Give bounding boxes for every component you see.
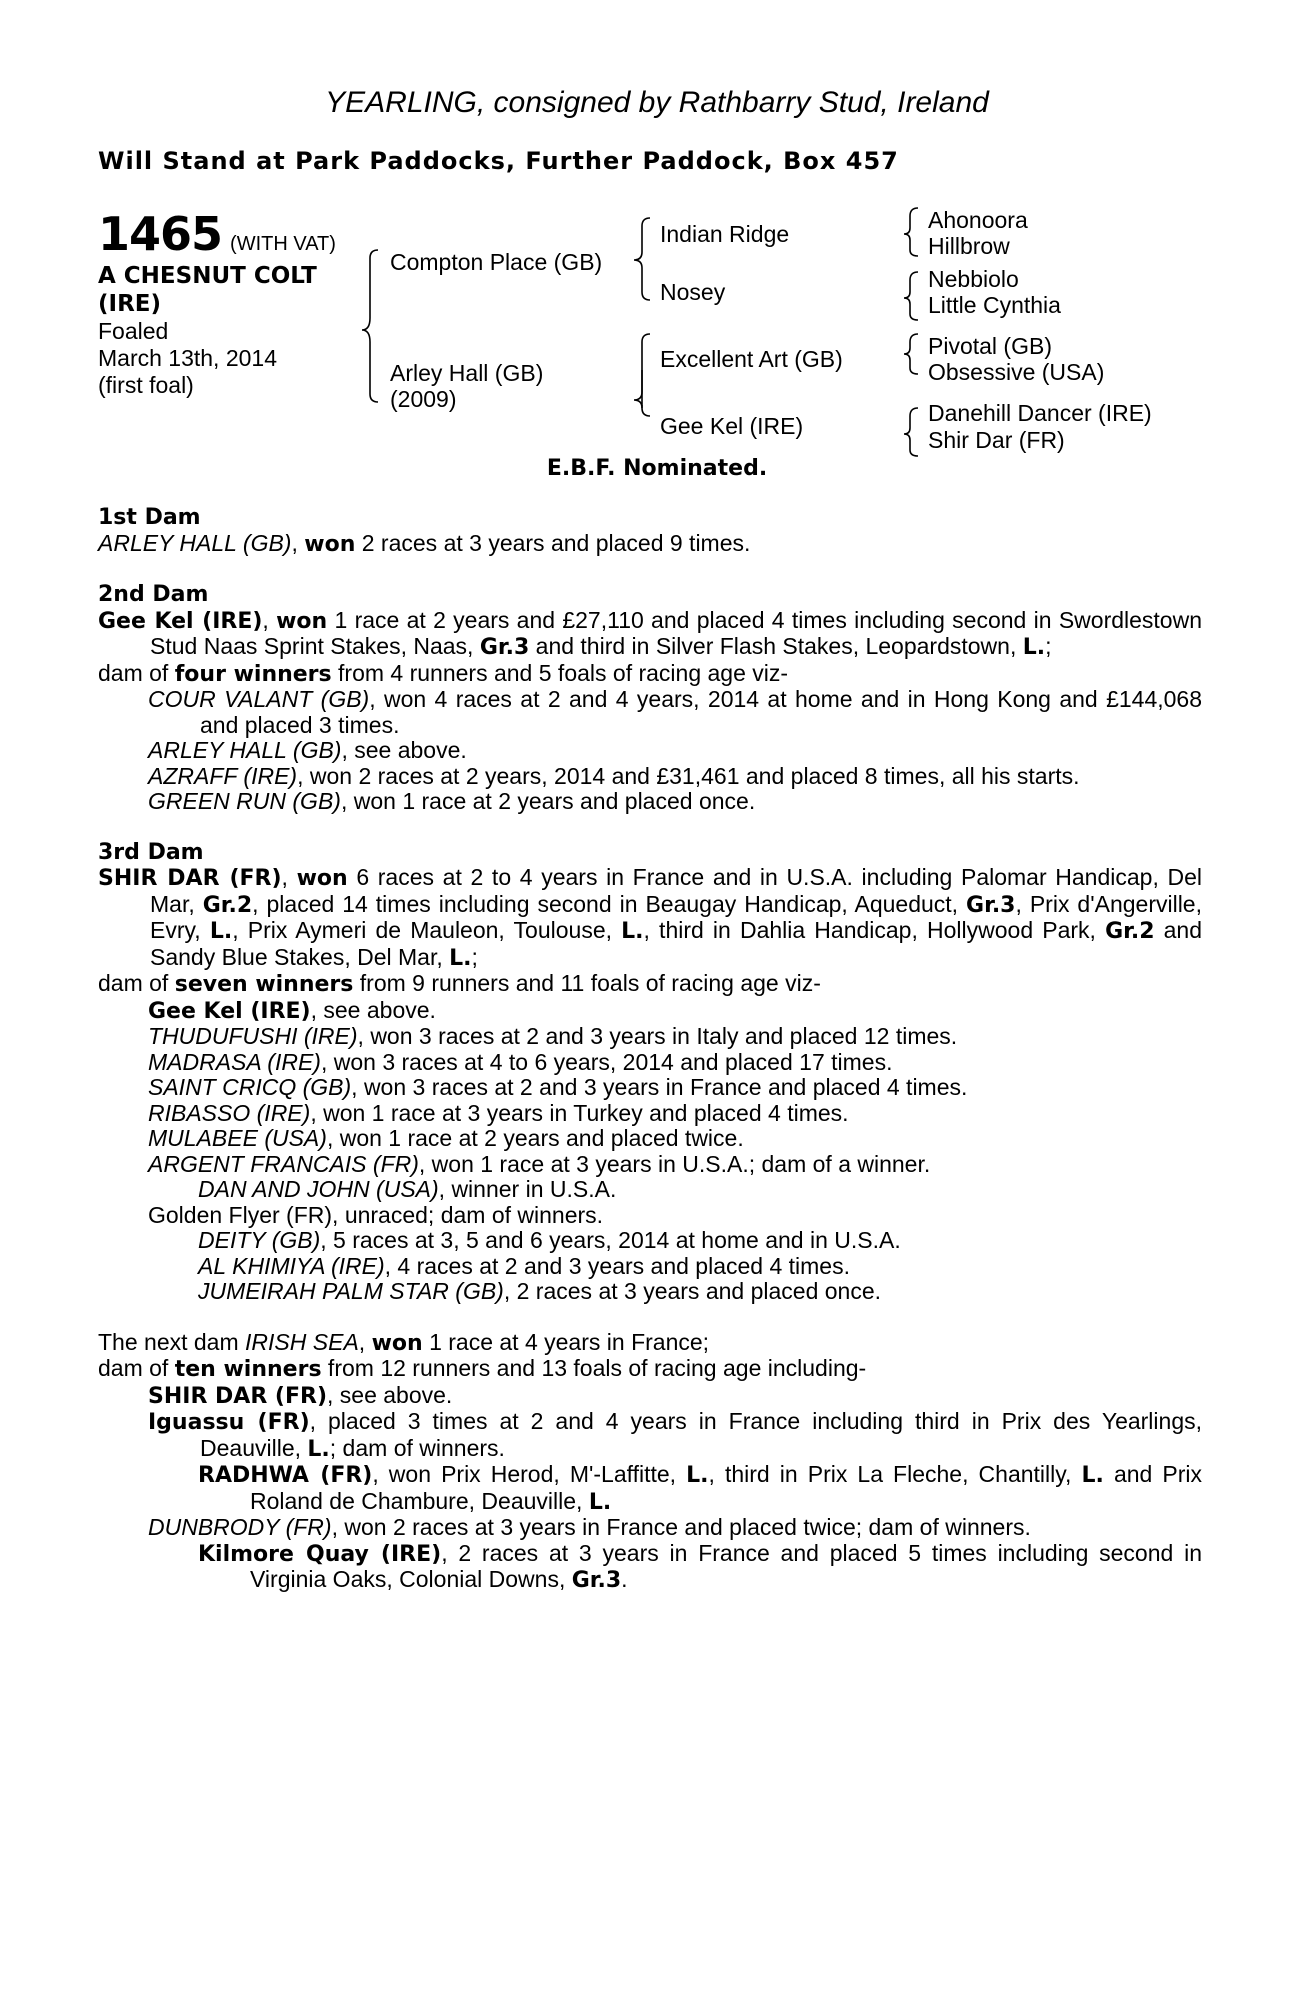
dam-of-winners: four winners <box>174 661 332 687</box>
list-item <box>98 1254 1202 1280</box>
ahonoora-bracket <box>904 208 918 256</box>
second-dam-text1: 1 race at 2 years and £27,110 and placed 4 times including second in Swordlestown Stud Naas Sprint Stakes, Naas, <box>150 606 1202 659</box>
listed-badge: L. <box>588 1489 612 1515</box>
first-dam-won: won <box>304 531 356 557</box>
progeny-text: , won 1 race at 2 years and placed twice. <box>326 1125 744 1151</box>
progeny-name: ARGENT FRANCAIS (FR) <box>148 1150 419 1177</box>
progeny-text: , won 1 race at 3 years in U.S.A.; dam of a winner. <box>418 1150 931 1177</box>
pedigree-sds: Nebbiolo <box>928 266 1019 292</box>
progeny-text: , 5 races at 3, 5 and 6 years, 2014 at home and in U.S.A. <box>320 1227 901 1253</box>
dam-of-post: from 9 runners and 11 foals of racing age viz- <box>353 970 821 996</box>
list-item <box>98 1383 1202 1410</box>
third-dam-won: won <box>296 866 348 891</box>
first-dam-name: ARLEY HALL (GB) <box>98 529 292 556</box>
next-dam-section <box>98 1330 1202 1594</box>
second-dam-listed: L. <box>1022 635 1046 660</box>
ebf-nominated: E.B.F. Nominated. <box>546 456 768 481</box>
third-dam-section <box>98 840 1202 1305</box>
list-item <box>98 1024 1202 1050</box>
progeny-text: , third in Prix La Fleche, Chantilly, <box>708 1461 1082 1487</box>
vat-note: (WITH VAT) <box>230 233 336 255</box>
list-item <box>98 1177 1202 1203</box>
progeny-text: . <box>621 1566 628 1592</box>
foal-note: (first foal) <box>98 372 194 398</box>
list-item <box>98 687 1202 738</box>
pedigree-dds: Danehill Dancer (IRE) <box>928 400 1152 426</box>
pedigree-ssd: Hillbrow <box>928 233 1010 259</box>
progeny-text: , won 3 races at 4 to 6 years, 2014 and placed 17 times. <box>320 1048 893 1075</box>
pedigree-ds: Excellent Art (GB) <box>660 346 843 372</box>
third-dam-t2: , placed 14 times including second in Beaugay Handicap, Aqueduct, <box>252 890 967 917</box>
list-item <box>98 1279 1202 1305</box>
page-title: YEARLING, consigned by Rathbarry Stud, Ireland <box>325 86 989 119</box>
dam-of-winners: ten winners <box>174 1357 322 1382</box>
third-dam-name: SHIR DAR (FR) <box>98 866 282 891</box>
dam-of-pre: dam of <box>98 1355 175 1381</box>
listed-badge: L. <box>1081 1463 1104 1488</box>
pedigree-sdd: Little Cynthia <box>928 292 1061 318</box>
dam-of-winners: seven winners <box>174 972 354 997</box>
progeny-text: , 2 races at 3 years and placed once. <box>503 1278 882 1304</box>
first-dam-heading: 1st Dam <box>98 505 201 530</box>
list-item <box>98 764 1202 790</box>
progeny-text: , won 2 races at 2 years, 2014 and £31,461 and placed 8 times, all his starts. <box>297 762 1080 789</box>
pedigree-dd: Gee Kel (IRE) <box>660 413 804 439</box>
progeny-text: , won 3 races at 2 and 3 years in France and placed 4 times. <box>351 1074 968 1100</box>
third-dam-t5: , third in Dahlia Handicap, Hollywood Park, <box>643 917 1106 943</box>
progeny-name: COUR VALANT (GB) <box>148 686 370 712</box>
progeny-name: ARLEY HALL (GB) <box>148 737 342 763</box>
progeny-text: , see above. <box>341 737 467 763</box>
next-dam-text: 1 race at 4 years in France; <box>422 1328 710 1355</box>
horse-name-line1: A CHESNUT COLT <box>98 263 317 289</box>
progeny-name: MADRASA (IRE) <box>148 1048 321 1075</box>
pedigree-ddd: Shir Dar (FR) <box>928 427 1065 453</box>
catalogue-body <box>98 505 1202 1619</box>
second-dam-won: won <box>276 608 328 634</box>
lot-number: 1465 <box>98 207 223 261</box>
second-dam-record: Gee Kel (IRE), won 1 race at 2 years and £27,110 and placed 4 times including second in Swordlestown Stud Naas Sprint Stakes, Naas, Gr.3 and third in Silver Flash Stakes, Leopardstown, L.; <box>98 606 1202 660</box>
listed-badge: L. <box>307 1436 330 1462</box>
progeny-name: DAN AND JOHN (USA) <box>198 1176 439 1202</box>
progeny-text: and Prix Roland de Chambure, Deauville, <box>250 1461 1202 1514</box>
progeny-text: , won 3 races at 2 and 3 years in Italy and placed 12 times. <box>357 1023 958 1049</box>
list-item <box>98 1203 1202 1229</box>
dam-of-post: from 12 runners and 13 foals of racing age including- <box>321 1355 867 1381</box>
progeny-name: JUMEIRAH PALM STAR (GB) <box>198 1278 504 1304</box>
third-dam-t6: and Sandy Blue Stakes, Del Mar, <box>150 917 1203 970</box>
first-dam-text: 2 races at 3 years and placed 9 times. <box>355 529 751 556</box>
next-dam-won: won <box>371 1330 423 1356</box>
progeny-text: , 2 races at 3 years in France and placed 5 times including second in Virginia Oaks, Colonial Downs, <box>250 1539 1202 1592</box>
horse-name-line2: (IRE) <box>98 291 162 317</box>
list-item <box>98 1152 1202 1178</box>
third-dam-b6: L. <box>449 945 472 971</box>
progeny-text: , 4 races at 2 and 3 years and placed 4 times. <box>384 1252 850 1279</box>
next-dam-record: The next dam IRISH SEA, won 1 race at 4 years in France; <box>98 1328 710 1356</box>
second-dam-section <box>98 582 1202 815</box>
third-dam-b2: Gr.3 <box>966 892 1016 918</box>
third-dam-record: SHIR DAR (FR), won 6 races at 2 to 4 years in France and in U.S.A. including Palomar Handicap, Del Mar, Gr.2, placed 14 times including second in Beaugay Handicap, Aqueduct, Gr.3, Prix d'Angerville, Evry, L., Prix Aymeri de Mauleon, Toulouse, L., third in Dahlia Handicap, Hollywood Park, Gr.2 and Sandy Blue Stakes, Del Mar, L.; <box>98 864 1203 971</box>
first-dam-section <box>98 505 1202 557</box>
progeny-text: , won 2 races at 3 years in France and placed twice; dam of winners. <box>331 1514 1031 1540</box>
second-dam-text3: ; <box>1045 633 1052 659</box>
list-item <box>98 789 1202 815</box>
progeny-text: , won Prix Herod, M'-Laffitte, <box>372 1461 687 1487</box>
pedigree-dss: Pivotal (GB) <box>928 333 1052 359</box>
next-dam-pre: The next dam <box>98 1328 246 1355</box>
progeny-name: DEITY (GB) <box>198 1227 321 1253</box>
sire-bracket <box>634 218 650 300</box>
dam-bracket-lower <box>642 370 650 416</box>
second-dam-name: Gee Kel (IRE) <box>98 608 263 634</box>
foaled-label: Foaled <box>98 318 169 344</box>
progeny-name: RADHWA (FR) <box>198 1463 373 1488</box>
pedigree-ss: Indian Ridge <box>660 221 790 247</box>
third-dam-b4: L. <box>621 919 644 944</box>
progeny-name: GREEN RUN (GB) <box>148 788 341 814</box>
list-item <box>98 1541 1202 1594</box>
progeny-name: SAINT CRICQ (GB) <box>148 1074 352 1100</box>
third-dam-heading: 3rd Dam <box>98 839 204 865</box>
progeny-text: , see above. <box>310 996 436 1023</box>
golden-flyer: Golden Flyer (FR), unraced; dam of winners. <box>148 1201 604 1228</box>
progeny-name: RIBASSO (IRE) <box>148 1099 311 1126</box>
list-item <box>98 1515 1202 1541</box>
pivotal-bracket <box>904 334 918 374</box>
progeny-name: AZRAFF (IRE) <box>148 762 298 789</box>
second-dam-heading: 2nd Dam <box>98 582 209 607</box>
third-dam-b5: Gr.2 <box>1105 919 1155 944</box>
progeny-text: , see above. <box>327 1381 453 1408</box>
second-dam-text2: and third in Silver Flash Stakes, Leopardstown, <box>529 633 1023 659</box>
third-dam-b1: Gr.2 <box>202 892 253 918</box>
danehill-bracket <box>904 408 918 456</box>
progeny-text: , won 1 race at 2 years and placed once. <box>340 788 756 814</box>
pedigree-dam-year: (2009) <box>390 386 457 412</box>
progeny-name: DUNBRODY (FR) <box>148 1514 332 1540</box>
list-item <box>98 1075 1202 1101</box>
progeny-text: , placed 3 times at 2 and 4 years in France including third in Prix des Yearlings, Deauville, <box>200 1408 1202 1461</box>
listed-badge: L. <box>686 1463 709 1488</box>
progeny-name: Gee Kel (IRE) <box>148 998 311 1024</box>
progeny-name: THUDUFUSHI (IRE) <box>148 1023 358 1049</box>
first-dam-line: ARLEY HALL (GB), won 2 races at 3 years and placed 9 times. <box>98 529 751 557</box>
third-dam-produce <box>98 971 1202 998</box>
progeny-text: , won 4 races at 2 and 4 years, 2014 at home and in Hong Kong and £144,068 and placed 3 times. <box>200 686 1202 738</box>
third-dam-t3: , Prix d'Angerville, Evry, <box>150 890 1202 943</box>
progeny-text: , won 1 race at 3 years in Turkey and placed 4 times. <box>310 1099 849 1126</box>
stand-location: Will Stand at Park Paddocks, Further Paddock, Box 457 <box>98 147 899 175</box>
progeny-name: Iguassu (FR) <box>148 1410 310 1435</box>
nebbiolo-bracket <box>904 272 918 320</box>
foaled-date: March 13th, 2014 <box>98 345 278 371</box>
pedigree-dsd: Obsessive (USA) <box>928 359 1105 385</box>
pedigree-sire: Compton Place (GB) <box>390 249 603 275</box>
list-item <box>98 1462 1202 1515</box>
third-dam-t7: ; <box>471 943 478 970</box>
progeny-name: MULABEE (USA) <box>148 1125 327 1151</box>
dam-of-pre: dam of <box>98 659 175 686</box>
list-item <box>98 738 1202 764</box>
second-dam-gr3: Gr.3 <box>479 635 530 660</box>
dam-of-pre: dam of <box>98 970 175 996</box>
progeny-name: Kilmore Quay (IRE) <box>198 1541 442 1567</box>
third-dam-b3: L. <box>209 919 233 944</box>
progeny-name: AL KHIMIYA (IRE) <box>198 1252 385 1279</box>
list-item <box>98 1228 1202 1254</box>
third-dam-t1: 6 races at 2 to 4 years in France and in U.S.A. including Palomar Handicap, Del Mar, <box>150 864 1203 917</box>
third-dam-t4: , Prix Aymeri de Mauleon, Toulouse, <box>232 917 622 943</box>
second-dam-produce <box>98 661 1202 688</box>
pedigree-sd: Nosey <box>660 279 726 305</box>
list-item <box>98 1101 1202 1127</box>
progeny-text: , winner in U.S.A. <box>438 1176 617 1202</box>
next-dam-name: IRISH SEA <box>245 1328 359 1355</box>
group-badge: Gr.3 <box>571 1568 622 1593</box>
progeny-text: ; dam of winners. <box>329 1434 505 1461</box>
list-item <box>98 1050 1202 1076</box>
sire-dam-bracket <box>362 250 378 402</box>
list-item <box>98 1409 1202 1462</box>
dam-of-post: from 4 runners and 5 foals of racing age viz- <box>331 659 789 686</box>
pedigree-dam: Arley Hall (GB) <box>390 360 544 386</box>
progeny-name: SHIR DAR (FR) <box>148 1383 328 1409</box>
list-item <box>98 998 1202 1025</box>
list-item <box>98 1126 1202 1152</box>
next-dam-produce <box>98 1356 1202 1383</box>
pedigree-sss: Ahonoora <box>928 207 1028 233</box>
